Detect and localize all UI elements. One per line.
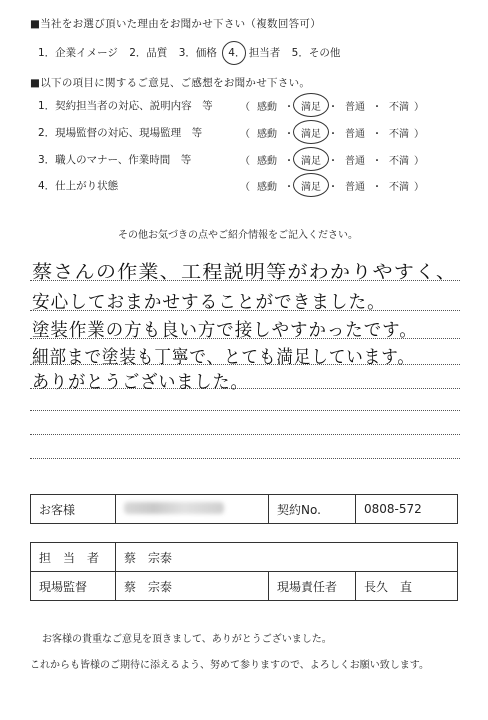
rating-fuman[interactable]: 不満 <box>389 129 409 140</box>
contract-number: 0808-572 <box>356 495 458 524</box>
reason-options <box>38 45 348 60</box>
customer-name-field <box>116 495 269 524</box>
customer-table <box>30 494 458 524</box>
handwritten-line-2: 安心しておまかせすることができました。 <box>32 292 386 313</box>
selection-circle <box>293 147 329 171</box>
section2-title: ■以下の項目に関するご意見、ご感想をお聞かせ下さい。 <box>30 77 311 89</box>
ruled-line <box>30 410 460 411</box>
rating-fuman[interactable]: 不満 <box>389 102 409 113</box>
handwritten-line-4: 細部まで塗装も丁寧で、とても満足しています。 <box>32 347 415 368</box>
kantoku-name: 蔡 宗泰 <box>116 572 269 601</box>
tantou-label: 担 当 者 <box>31 543 116 572</box>
ruled-line <box>30 458 460 459</box>
rating-futsu[interactable]: 普通 <box>345 102 365 113</box>
blurred-customer-name <box>124 502 224 514</box>
sekinin-name: 長久 直 <box>356 572 458 601</box>
handwritten-line-3: 塗装作業の方も良い方で接しやすかったです。 <box>32 320 418 341</box>
rating-fuman[interactable]: 不満 <box>389 156 409 167</box>
rating-futsu[interactable]: 普通 <box>345 129 365 140</box>
rating-kando[interactable]: 感動 <box>257 156 277 167</box>
option-corporate-image[interactable]: 1．企業イメージ <box>38 47 118 59</box>
section1-title: ■当社をお選び頂いた理由をお聞かせ下さい（複数回答可） <box>30 18 322 30</box>
rating-manzoku[interactable]: 満足 <box>296 98 326 113</box>
tantou-name: 蔡 宗泰 <box>116 543 458 572</box>
handwritten-line-1: 蔡さんの作業、工程説明等がわかりやすく、 <box>32 262 458 283</box>
question-3: 3．職人のマナー、作業時間 等 <box>38 154 192 166</box>
question-2: 2．現場監督の対応、現場監理 等 <box>38 127 203 139</box>
selection-circle <box>222 41 246 65</box>
rating-kando[interactable]: 感動 <box>257 182 277 193</box>
selection-circle <box>293 120 329 144</box>
rating-futsu[interactable]: 普通 <box>345 156 365 167</box>
rating-futsu[interactable]: 普通 <box>345 182 365 193</box>
rating-manzoku[interactable]: 満足 <box>296 125 326 140</box>
rating-kando[interactable]: 感動 <box>257 129 277 140</box>
rating-manzoku[interactable]: 満足 <box>296 152 326 167</box>
rating-fuman[interactable]: 不満 <box>389 182 409 193</box>
ruled-line <box>30 434 460 435</box>
kantoku-label: 現場監督 <box>31 572 116 601</box>
staff-table <box>30 542 458 601</box>
option-staff[interactable]: 担当者 <box>248 47 281 59</box>
option-price[interactable]: 3．価格 <box>178 47 217 59</box>
selection-circle <box>293 93 329 117</box>
closing-line-2: これからも皆様のご期待に添えるよう、努めて参りますので、よろしくお願い致します。 <box>30 660 429 671</box>
comment-area[interactable] <box>30 248 460 478</box>
selection-circle <box>293 173 329 197</box>
rating-kando[interactable]: 感動 <box>257 102 277 113</box>
closing-line-1: お客様の貴重なご意見を頂きまして、ありがとうございました。 <box>42 634 332 645</box>
option-staff-number[interactable]: 4． <box>228 45 245 60</box>
rating-row-2: （ 感動 ・ 満足 ・ 普通 ・ 不満 ） <box>240 125 426 140</box>
comment-prompt: その他お気づきの点やご紹介情報をご記入ください。 <box>118 230 358 241</box>
rating-row-3: （ 感動 ・ 満足 ・ 普通 ・ 不満 ） <box>240 152 426 167</box>
customer-label: お客様 <box>31 495 116 524</box>
sekinin-label: 現場責任者 <box>269 572 356 601</box>
rating-manzoku[interactable]: 満足 <box>296 178 326 193</box>
contract-label: 契約No. <box>269 495 356 524</box>
question-1: 1．契約担当者の対応、説明内容 等 <box>38 100 213 112</box>
rating-row-1: （ 感動 ・ 満足 ・ 普通 ・ 不満 ） <box>240 98 426 113</box>
question-4: 4．仕上がり状態 <box>38 180 119 192</box>
rating-row-4: （ 感動 ・ 満足 ・ 普通 ・ 不満 ） <box>240 178 426 193</box>
handwritten-line-5: ありがとうございました。 <box>32 372 249 393</box>
option-other[interactable]: 5．その他 <box>291 47 341 59</box>
option-quality[interactable]: 2．品質 <box>129 47 168 59</box>
